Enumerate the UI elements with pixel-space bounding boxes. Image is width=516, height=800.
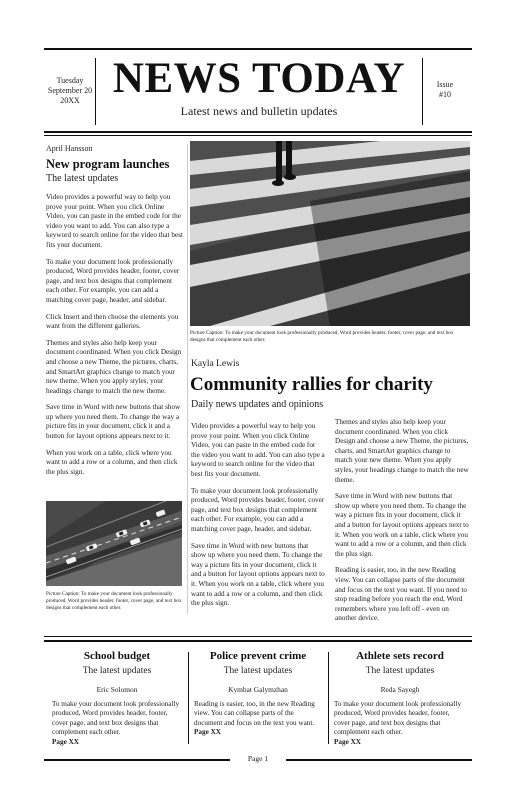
main-article-subhead: Daily news updates and opinions bbox=[191, 399, 324, 410]
main-col1-paragraph: To make your document look professionally produced, Word provides header, footer, cover page, and text box designs that complement each other. For example, you can add a matching cover page, header, and sidebar. bbox=[191, 486, 325, 533]
bottom-section-rule-1 bbox=[44, 636, 472, 637]
masthead-issue bbox=[428, 80, 462, 100]
bottom-article-athlete bbox=[334, 650, 466, 747]
crosswalk-photo bbox=[190, 141, 470, 326]
bottom-article-text: To make your document look professionally produced, Word provides header, footer, cover page, and text box designs that complement each other. bbox=[52, 700, 180, 737]
left-paragraph: Click Insert and then choose the elements you want from the different galleries. bbox=[46, 312, 179, 331]
left-paragraph: Save time in Word with new buttons that show up where you need them. To change the way a picture fits in your document, click it and a button for layout options appears next to it. bbox=[46, 403, 181, 441]
left-photo-caption: Picture Caption: To make your document look professionally produced, Word provides header, footer, cover page, and text box designs that complement each other. bbox=[46, 591, 182, 611]
masthead-subtitle: Latest news and bulletin updates bbox=[180, 104, 338, 118]
bottom-section-rule-2 bbox=[44, 640, 472, 642]
main-col1-paragraph: Video provides a powerful way to help you prove your point. When you click Online Video, you can paste in the embed code for the video you want to add. You can also type a keyword to search online for the video that best fits your document. bbox=[191, 422, 325, 478]
bottom-article-text: Reading is easier, too, in the new Reading view. You can collapse parts of the document and focus on the text you want. bbox=[194, 700, 315, 727]
bottom-article-page: Page XX bbox=[194, 728, 221, 737]
masthead-divider-right bbox=[422, 58, 423, 125]
left-paragraph: To make your document look professionally produced, Word provides header, footer, cover page, and text box designs that complement each other. For example, you can add a matching cover page, header, and sidebar. bbox=[46, 257, 180, 304]
left-article-author: April Hansson bbox=[46, 144, 93, 153]
main-article-col2 bbox=[335, 418, 469, 631]
bottom-article-body bbox=[334, 700, 466, 747]
top-rule bbox=[44, 48, 472, 50]
bottom-divider-1 bbox=[188, 652, 189, 744]
left-article-subhead: The latest updates bbox=[46, 173, 119, 184]
main-article-headline: Community rallies for charity bbox=[190, 374, 433, 395]
masthead-bottom-rule-1 bbox=[44, 131, 472, 133]
bottom-article-police bbox=[194, 650, 322, 738]
left-article bbox=[46, 144, 184, 484]
left-paragraph: Themes and styles also help keep your document coordinated. When you click Design and choose a new Theme, the pictures, charts, and SmartArt graphics change to match your new theme. When you apply styles, your headings change to match the new theme. bbox=[46, 338, 182, 395]
masthead-year: 20XX bbox=[60, 96, 80, 105]
bottom-article-body bbox=[194, 700, 322, 738]
bottom-article-body bbox=[52, 700, 182, 747]
bottom-article-text: To make your document look professionally produced, Word provides header, footer, cover page, and text box designs that complement each other. bbox=[334, 700, 462, 737]
bottom-article-author: Eric Solomon bbox=[96, 685, 138, 694]
bottom-article-subhead: The latest updates bbox=[82, 666, 152, 676]
left-paragraph: Video provides a powerful way to help you prove your point. When you click Online Video, you can paste in the embed code for the video you want to add. You can also type a keyword to search online for the video that best fits your document. bbox=[46, 193, 183, 249]
page-number: Page 1 bbox=[230, 754, 286, 763]
masthead-date-text: September 20 bbox=[47, 86, 93, 95]
bottom-article-title: School budget bbox=[83, 650, 151, 662]
bottom-article-author: Kymbat Galymzhan bbox=[228, 685, 288, 694]
bottom-article-author: Reda Sayegh bbox=[380, 685, 420, 694]
bottom-article-subhead: The latest updates bbox=[365, 666, 435, 676]
masthead-bottom-rule-2 bbox=[44, 135, 472, 136]
column-divider bbox=[187, 144, 188, 614]
main-col1-paragraph: Save time in Word with new buttons that show up where you need them. To change the way a picture fits in your document, click it and a button for layout options appears next to it. When you work on a table, click where you want to add a row or a column, and then click the plus sign. bbox=[191, 541, 325, 608]
top-photo-caption: Picture Caption: To make your document look professionally produced, Word provides header, footer, cover page, and text box designs that complement each other. bbox=[190, 330, 454, 343]
bottom-article-title: Police prevent crime bbox=[209, 650, 307, 662]
bottom-article-subhead: The latest updates bbox=[223, 666, 293, 676]
main-col2-paragraph: Themes and styles also help keep your document coordinated. When you click Design and choose a new Theme, the pictures, charts, and SmartArt graphics change to match your new theme. When you apply styles, your headings change to match the new theme. bbox=[335, 418, 469, 484]
main-article-col1 bbox=[191, 422, 325, 616]
issue-label: Issue bbox=[436, 80, 454, 89]
highway-photo bbox=[46, 501, 182, 586]
masthead-date bbox=[44, 76, 96, 106]
bottom-divider-2 bbox=[328, 652, 329, 744]
masthead-title: NEWS TODAY bbox=[112, 55, 406, 102]
left-article-headline: New program launches bbox=[46, 157, 170, 171]
left-paragraph: When you work on a table, click where you want to add a row or a column, and then click the plus sign. bbox=[46, 448, 178, 476]
main-col2-paragraph: Reading is easier, too, in the new Reading view. You can collapse parts of the document and focus on the text you want. If you need to stop reading before you reach the end, Word remembers where you left off - even on another device. bbox=[335, 566, 467, 623]
bottom-article-page: Page XX bbox=[52, 737, 79, 746]
left-article-body bbox=[46, 193, 184, 477]
bottom-article-page: Page XX bbox=[334, 737, 361, 746]
masthead-day: Tuesday bbox=[56, 76, 84, 85]
main-col2-paragraph: Save time in Word with new buttons that show up where you need them. To change the way a picture fits in your document, click it and a button for layout options appears next to it. When you work on a table, click where you want to add a row or a column, and then click the plus sign. bbox=[335, 492, 469, 558]
main-article-author: Kayla Lewis bbox=[191, 359, 240, 369]
bottom-article-school bbox=[52, 650, 182, 747]
bottom-article-title: Athlete sets record bbox=[356, 650, 444, 662]
issue-number: #10 bbox=[439, 90, 451, 99]
